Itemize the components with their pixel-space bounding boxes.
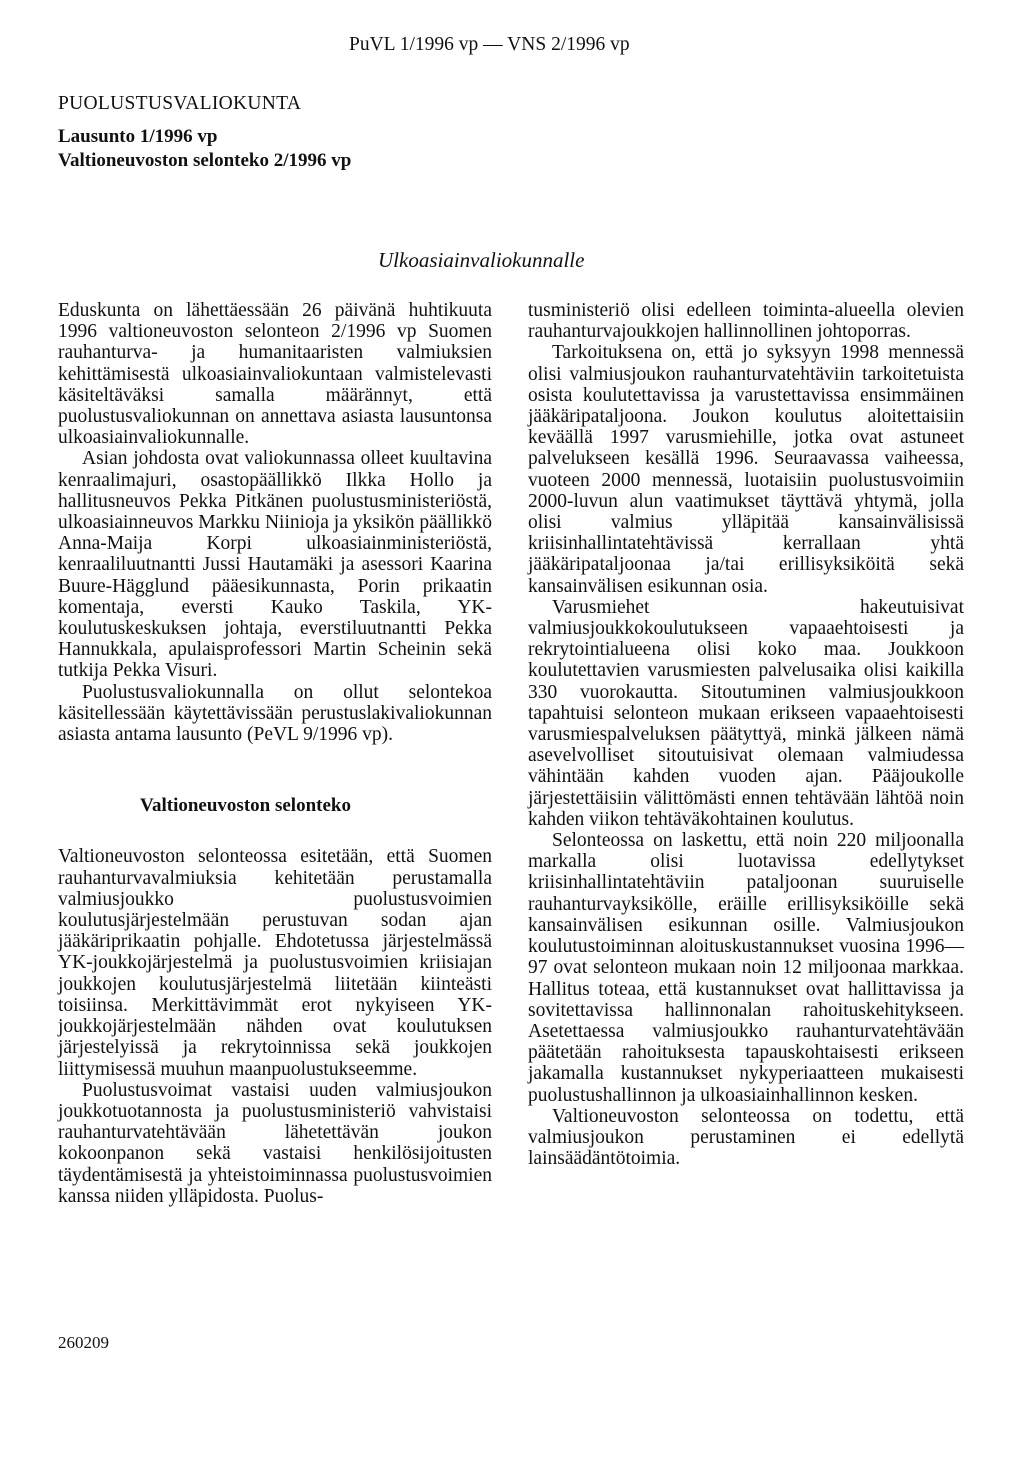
left-column: [58, 300, 492, 1207]
paragraph: Puolustusvaliokunnalla on ollut selontekoa käsitellessään käytettävissään perustuslakivaliokunnan asiasta antama lausunto (PeVL 9/1996 vp).: [58, 681, 492, 746]
committee-name: PUOLUSTUSVALIOKUNTA: [58, 93, 302, 114]
addressee: Ulkoasiainvaliokunnalle: [378, 248, 585, 272]
paragraph: Eduskunta on lähettäessään 26 päivänä huhtikuuta 1996 valtioneuvoston selonteon 2/1996 vp Suomen rauhanturva- ja humanitaaristen valmiuksien kehittämisestä ulkoasiainvaliokuntaan valmistelevasti käsiteltäväksi samalla määrännyt, että puolustusvaliokunnan on annettava asiasta lausuntonsa ulkoasiainvaliokunnalle.: [58, 300, 492, 449]
paragraph: Selonteossa on laskettu, että noin 220 miljoonalla markalla olisi luotavissa edellytykset kriisinhallintatehtäviin pataljoonan suuruiselle rauhanturvayksikölle, eräille erillisyksiköille sekä kansainvälisen esikunnan osille. Valmiusjoukon koulutustoiminnan aloituskustannukset vuosina 1996—97 ovat selonteon mukaan noin 12 miljoonaa markkaa. Hallitus toteaa, että kustannukset ovat hallittavissa ja sovitettavissa hallinnonalan rahoituskehitykseen. Asetettaessa valmiusjoukko rauhanturvatehtävään päätetään rahoituksesta tapauskohtaisesti erikseen jakamalla kustannukset nykyperiaatteen mukaisesti puolustushallinnon ja ulkoasiainhallinnon kesken.: [528, 830, 964, 1106]
running-head: PuVL 1/1996 vp — VNS 2/1996 vp: [349, 34, 630, 55]
paragraph: Puolustusvoimat vastaisi uuden valmiusjoukon joukkotuotannosta ja puolustusministeriö vahvistaisi rauhanturvatehtävään lähetettävän joukon kokoonpanon sekä vastaisi henkilösijoitusten täydentämisestä ja yhteistoiminnassa puolustusvoimien kanssa niiden ylläpidosta. Puolus-: [58, 1079, 492, 1207]
paragraph: Tarkoituksena on, että jo syksyyn 1998 mennessä olisi valmiusjoukon rauhanturvatehtäviin tarkoitetuista osista koulutettavissa ja varustettavissa ensimmäinen jääkäripataljoona. Joukon koulutus aloitettaisiin keväällä 1997 varusmiehille, jotka ovat astuneet palvelukseen kesällä 1996. Seuraavassa vaiheessa, vuoteen 2000 mennessä, luotaisiin puolustusvoimiin 2000-luvun alun vaatimukset täyttävä yhtymä, jolla olisi valmius ylläpitää kansainvälisissä kriisinhallintatehtävissä kerrallaan yhtä jääkäripataljoonaa ja/tai erillisyksiköitä sekä kansainvälisen esikunnan osia.: [528, 342, 964, 597]
paragraph: Varusmiehet hakeutuisivat valmiusjoukkokoulutukseen vapaaehtoisesti ja rekrytointialueena olisi koko maa. Joukkoon koulutettavien varusmiesten palvelusaika olisi kaikilla 330 vuorokautta. Sitoutuminen valmiusjoukkoon tapahtuisi selonteon mukaan erikseen vapaaehtoisesti varusmiespalveluksen päätyttyä, minkä jälkeen nämä asevelvolliset sitoutuisivat olemaan valmiudessa vähintään kahden vuoden ajan. Pääjoukolle järjestettäisiin välittömästi ennen tehtävään lähtöä noin kahden viikon tehtäväkohtainen koulutus.: [528, 596, 964, 830]
paragraph: Valtioneuvoston selonteossa esitetään, että Suomen rauhanturvavalmiuksia kehitetään perustamalla valmiusjoukko puolustusvoimien koulutusjärjestelmään perustuvan sodan ajan jääkäriprikaatin pohjalle. Ehdotetussa järjestelmässä YK-joukkojärjestelmä ja puolustusvoimien kriisiajan joukkojen koulutusjärjestelmä liitetään kiinteästi toisiinsa. Merkittävimmät erot nykyiseen YK-joukkojärjestelmään nähden ovat koulutuksen järjestelyissä ja rekrytoinnissa sekä joukkojen liittymisessä muuhun maanpuolustukseemme.: [58, 846, 492, 1080]
document-code: 260209: [58, 1333, 109, 1352]
paragraph: Asian johdosta ovat valiokunnassa olleet kuultavina kenraalimajuri, osastopäällikkö Ilkka Hollo ja hallitusneuvos Pekka Pitkänen puolustusministeriöstä, ulkoasiainneuvos Markku Niinioja ja yksikön päällikkö Anna-Maija Korpi ulkoasiainministeriöstä, kenraaliluutnantti Jussi Hautamäki ja asessori Kaarina Buure-Hägglund pääesikunnasta, Porin prikaatin komentaja, eversti Kauko Taskila, YK-koulutuskeskuksen johtaja, everstiluutnantti Pekka Hannukkala, apulaisprofessori Martin Scheinin sekä tutkija Pekka Visuri.: [58, 448, 492, 682]
paragraph: tusministeriö olisi edelleen toiminta-alueella olevien rauhanturvajoukkojen hallinnollinen johtoporras.: [528, 300, 964, 343]
paragraph: Valtioneuvoston selonteossa on todettu, että valmiusjoukon perustaminen ei edellytä lainsäädäntötoimia.: [528, 1105, 964, 1170]
report-reference: Valtioneuvoston selonteko 2/1996 vp: [58, 150, 352, 171]
section-heading: Valtioneuvoston selonteko: [140, 795, 351, 817]
statement-number: Lausunto 1/1996 vp: [58, 126, 218, 147]
right-column: [528, 300, 964, 1169]
